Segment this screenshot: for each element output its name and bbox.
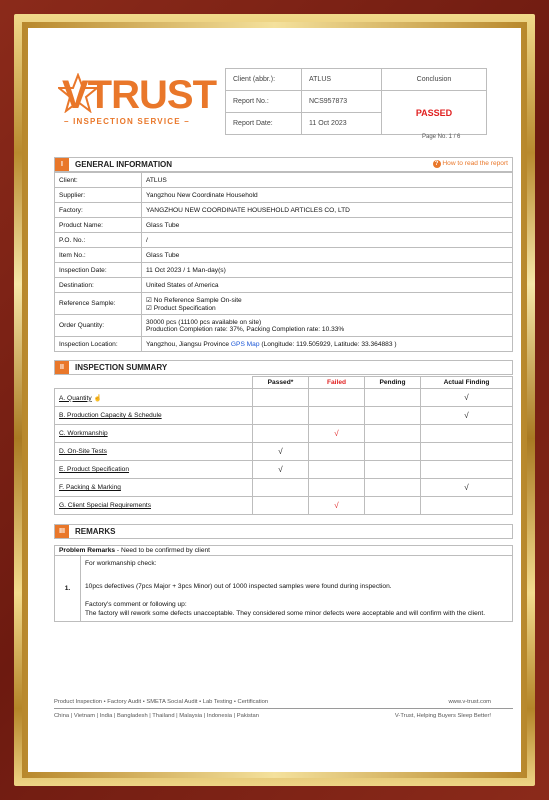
section-summary-header (54, 360, 513, 375)
summary-row (55, 479, 513, 497)
reference-sample-value (142, 293, 513, 315)
header-info-table (225, 68, 487, 135)
cell-actual: √ (421, 479, 513, 497)
report-page (28, 28, 521, 772)
remark-number: 1. (55, 556, 81, 622)
cell-passed: √ (253, 443, 309, 461)
conclusion-value: PASSED (382, 91, 487, 135)
inspection-location-label: Inspection Location: (55, 337, 142, 352)
section-title: INSPECTION SUMMARY (75, 363, 168, 372)
cell-pending (365, 389, 421, 407)
summary-row (55, 443, 513, 461)
cell-failed (309, 461, 365, 479)
cell-passed (253, 407, 309, 425)
info-value: Glass Tube (142, 248, 513, 263)
checkbox-icon: ☑ (146, 296, 152, 304)
cell-actual (421, 443, 513, 461)
section-title: REMARKS (75, 527, 116, 536)
info-row (55, 278, 513, 293)
cell-pending (365, 443, 421, 461)
cell-passed: √ (253, 461, 309, 479)
summary-row (55, 389, 513, 407)
info-row (55, 188, 513, 203)
order-quantity-label: Order Quantity: (55, 315, 142, 337)
summary-item-label[interactable]: B. Production Capacity & Schedule (59, 412, 162, 419)
conclusion-label: Conclusion (382, 69, 487, 91)
info-label: Client: (55, 173, 142, 188)
cell-actual (421, 497, 513, 515)
col-failed: Failed (309, 377, 365, 389)
info-row (55, 203, 513, 218)
col-pending: Pending (365, 377, 421, 389)
section-number: III (55, 525, 69, 538)
reference-sample-label: Reference Sample: (55, 293, 142, 315)
section-remarks-header (54, 524, 513, 539)
info-label: Destination: (55, 278, 142, 293)
summary-item[interactable] (55, 479, 253, 497)
summary-row (55, 425, 513, 443)
help-icon: ? (433, 160, 441, 168)
info-value: Yangzhou New Coordinate Household (142, 188, 513, 203)
info-value: Glass Tube (142, 218, 513, 233)
how-to-read-label: How to read the report (442, 160, 508, 167)
summary-item[interactable] (55, 389, 253, 407)
order-line-2: Production Completion rate: 37%, Packing Completion rate: 10.33% (146, 325, 345, 333)
problem-remarks-row (55, 546, 513, 556)
logo (60, 73, 216, 131)
summary-item[interactable] (55, 425, 253, 443)
remark-line-3: Factory's comment or following up: (85, 601, 187, 608)
info-value: / (142, 233, 513, 248)
location-text: Yangzhou, Jiangsu Province (146, 340, 231, 348)
info-label: Item No.: (55, 248, 142, 263)
summary-item[interactable] (55, 407, 253, 425)
info-label: Supplier: (55, 188, 142, 203)
order-quantity-value (142, 315, 513, 337)
cell-pending (365, 497, 421, 515)
client-abbr-value: ATLUS (302, 69, 382, 91)
cell-failed (309, 479, 365, 497)
gps-map-link[interactable]: GPS Map (230, 340, 260, 348)
how-to-read-link[interactable] (433, 160, 508, 168)
summary-item-label[interactable]: F. Packing & Marking (59, 484, 121, 491)
report-no-label: Report No.: (226, 91, 302, 113)
remark-line-2: 10pcs defectives (7pcs Major + 3pcs Minor) out of 1000 inspected samples were found during inspection. (85, 583, 392, 590)
report-date-label: Report Date: (226, 113, 302, 135)
client-abbr-label: Client (abbr.): (226, 69, 302, 91)
summary-item-label[interactable]: G. Client Special Requirements (59, 502, 151, 509)
info-row (55, 218, 513, 233)
cell-actual (421, 425, 513, 443)
report-date-value: 11 Oct 2023 (302, 113, 382, 135)
info-label: Factory: (55, 203, 142, 218)
section-title: GENERAL INFORMATION (75, 160, 173, 169)
ref-line-2: Product Specification (153, 304, 216, 312)
info-row (55, 248, 513, 263)
summary-item[interactable] (55, 443, 253, 461)
footer-slogan: V-Trust, Helping Buyers Sleep Better! (394, 713, 491, 719)
info-row (55, 173, 513, 188)
cell-pending (365, 425, 421, 443)
section-general-header (54, 157, 513, 172)
summary-item-label[interactable]: D. On-Site Tests (59, 448, 107, 455)
cell-actual: √ (421, 407, 513, 425)
info-label: P.O. No.: (55, 233, 142, 248)
info-label: Inspection Date: (55, 263, 142, 278)
cell-passed (253, 425, 309, 443)
logo-subtitle: – INSPECTION SERVICE – (64, 117, 190, 126)
summary-item-label[interactable]: E. Product Specification (59, 466, 130, 473)
ref-line-1: No Reference Sample On-site (153, 296, 242, 304)
inspection-location-value (142, 337, 513, 352)
footer-countries: China | Vietnam | India | Bangladesh | Thailand | Malaysia | Indonesia | Pakistan (54, 713, 259, 719)
cell-actual: √ (421, 389, 513, 407)
logo-text: VTRUST (62, 73, 216, 117)
cell-pending (365, 461, 421, 479)
info-value: YANGZHOU NEW COORDINATE HOUSEHOLD ARTICLES CO, LTD (142, 203, 513, 218)
cell-failed (309, 443, 365, 461)
hand-pointer-icon: ☝ (93, 394, 102, 402)
info-value: United States of America (142, 278, 513, 293)
cell-failed: √ (309, 425, 365, 443)
summary-item[interactable] (55, 461, 253, 479)
footer-services: Product Inspection • Factory Audit • SMETA Social Audit • Lab Testing • Certification (54, 699, 269, 705)
cell-passed (253, 497, 309, 515)
page-number: Page No. 1 / 6 (422, 134, 461, 140)
cell-actual (421, 461, 513, 479)
section-number: I (55, 158, 69, 171)
cell-passed (253, 389, 309, 407)
info-value: 11 Oct 2023 / 1 Man-day(s) (142, 263, 513, 278)
col-passed: Passed* (253, 377, 309, 389)
order-line-1: 30000 pcs (11100 pcs available on site) (146, 318, 262, 326)
problem-remarks-title: Problem Remarks (59, 547, 116, 554)
cell-failed (309, 407, 365, 425)
col-actual: Actual Finding (421, 377, 513, 389)
summary-item-label[interactable]: C. Workmanship (59, 430, 108, 437)
cell-failed (309, 389, 365, 407)
inspection-summary-table (54, 376, 513, 515)
problem-remarks-note: - Need to be confirmed by client (115, 547, 211, 554)
info-row (55, 263, 513, 278)
summary-row (55, 497, 513, 515)
summary-item[interactable] (55, 497, 253, 515)
footer-divider (54, 708, 513, 709)
cell-pending (365, 479, 421, 497)
report-no-value: NCS957873 (302, 91, 382, 113)
remarks-table (54, 545, 513, 622)
remark-body (81, 556, 513, 622)
summary-row (55, 461, 513, 479)
footer-website[interactable]: www.v-trust.com (448, 699, 491, 705)
summary-item-label[interactable]: A. Quantity (59, 394, 92, 402)
info-label: Product Name: (55, 218, 142, 233)
summary-row (55, 407, 513, 425)
info-row (55, 233, 513, 248)
remark-line-4: The factory will rework some defects unacceptable. They considered some minor defects were acceptable and will confirm with the client. (85, 610, 486, 617)
general-info-table (54, 172, 513, 352)
info-value: ATLUS (142, 173, 513, 188)
cell-pending (365, 407, 421, 425)
section-number: II (55, 361, 69, 374)
summary-blank-header (55, 377, 253, 389)
cell-passed (253, 479, 309, 497)
cell-failed: √ (309, 497, 365, 515)
location-coords: (Longitude: 119.505929, Latitude: 33.364883 ) (259, 340, 397, 348)
remark-line-1: For workmanship check: (85, 560, 157, 567)
checkbox-icon: ☑ (146, 304, 152, 312)
